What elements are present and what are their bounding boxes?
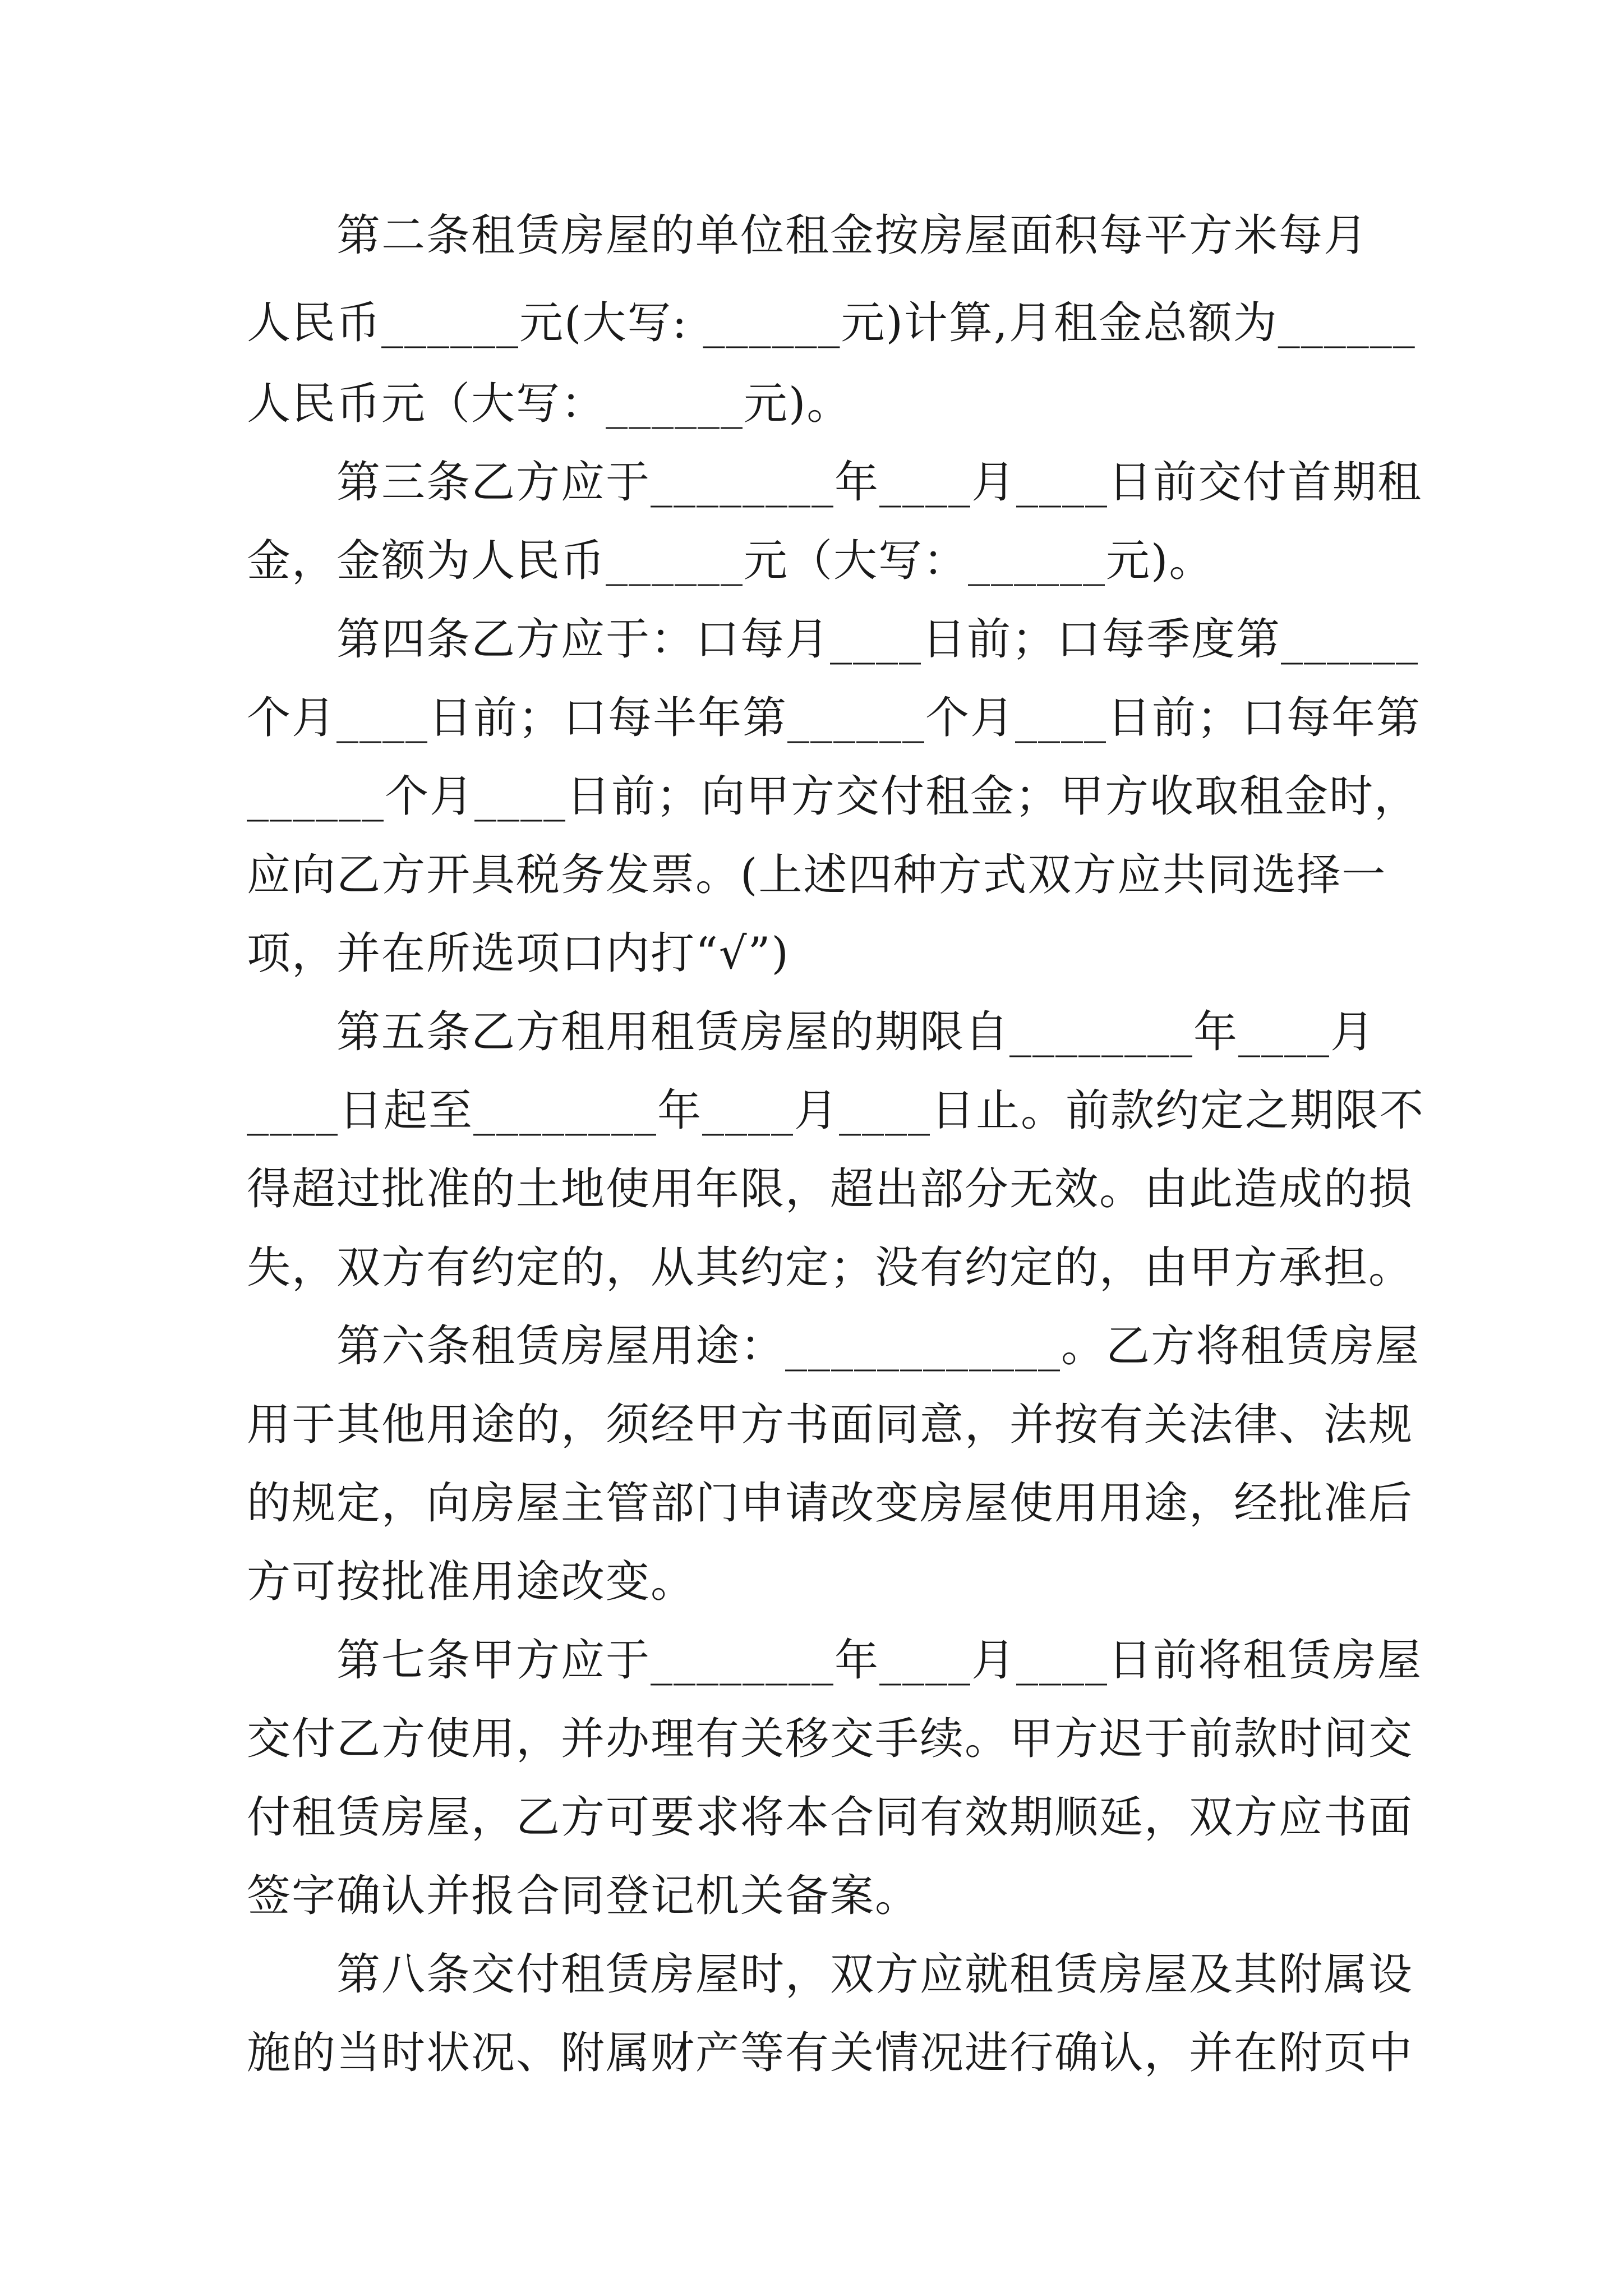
line-text: 签字确认并报合同登记机关备案。	[247, 1871, 920, 1921]
text-line	[0, 1537, 1623, 1627]
line-text: 付租赁房屋，乙方可要求将本合同有效期顺延，双方应书面	[247, 1792, 1414, 1843]
line-text: 人民币______元(大写: ______元)计算,月租金总额为______	[247, 298, 1416, 348]
text-line	[0, 2008, 1623, 2098]
line-text: 用于其他用途的，须经甲方书面同意，并按有关法律、法规	[247, 1400, 1414, 1450]
text-line	[0, 1223, 1623, 1313]
text-line	[0, 359, 1623, 449]
line-text: 第八条交付租赁房屋时，双方应就租赁房屋及其附属设	[336, 1949, 1414, 2000]
text-line	[0, 909, 1623, 999]
line-text: 方可按批准用途改变。	[247, 1557, 696, 1607]
line-text: 第五条乙方租用租赁房屋的期限自________年____月	[336, 1007, 1376, 1057]
text-line	[0, 191, 1623, 280]
text-line	[0, 278, 1623, 368]
text-line	[0, 1301, 1623, 1391]
text-line	[0, 1930, 1623, 2019]
text-line	[0, 1144, 1623, 1234]
text-line	[0, 987, 1623, 1077]
text-line	[0, 595, 1623, 684]
text-line	[0, 673, 1623, 763]
text-line	[0, 1694, 1623, 1784]
line-text: 第四条乙方应于：口每月____日前；口每季度第______	[336, 614, 1419, 665]
text-line	[0, 830, 1623, 920]
text-line	[0, 1616, 1623, 1705]
line-text: 金，金额为人民币______元（大写：______元)。	[247, 536, 1214, 586]
text-line	[0, 438, 1623, 527]
text-line	[0, 1066, 1623, 1156]
text-line	[0, 516, 1623, 606]
text-line	[0, 1851, 1623, 1941]
text-line	[0, 1458, 1623, 1548]
text-line	[0, 1773, 1623, 1862]
line-text: 的规定，向房屋主管部门申请改变房屋使用用途，经批准后	[247, 1478, 1414, 1529]
line-text: 第三条乙方应于________年____月____日前交付首期租	[336, 457, 1423, 508]
line-text: 人民币元（大写：______元)。	[247, 379, 852, 429]
line-text: ____日起至________年____月____日止。前款约定之期限不	[247, 1085, 1425, 1136]
line-text: 第六条租赁房屋用途：____________。乙方将租赁房屋	[336, 1321, 1421, 1372]
text-line	[0, 752, 1623, 841]
line-text: 施的当时状况、附属财产等有关情况进行确认，并在附页中	[247, 2028, 1414, 2078]
line-text: 应向乙方开具税务发票。(上述四种方式双方应共同选择一	[247, 850, 1387, 900]
line-text: 失，双方有约定的，从其约定；没有约定的，由甲方承担。	[247, 1243, 1414, 1293]
line-text: 得超过批准的土地使用年限，超出部分无效。由此造成的损	[247, 1164, 1414, 1214]
line-text: 项，并在所选项口内打“√”)	[247, 928, 790, 979]
line-text: 个月____日前；口每半年第______个月____日前；口每年第	[247, 693, 1422, 743]
line-text: 第二条租赁房屋的单位租金按房屋面积每平方米每月	[336, 210, 1369, 261]
line-text: ______个月____日前；向甲方交付租金；甲方收取租金时，	[247, 771, 1419, 822]
line-text: 交付乙方使用，并办理有关移交手续。甲方迟于前款时间交	[247, 1714, 1414, 1764]
text-line	[0, 1380, 1623, 1470]
line-text: 第七条甲方应于________年____月____日前将租赁房屋	[336, 1635, 1423, 1686]
